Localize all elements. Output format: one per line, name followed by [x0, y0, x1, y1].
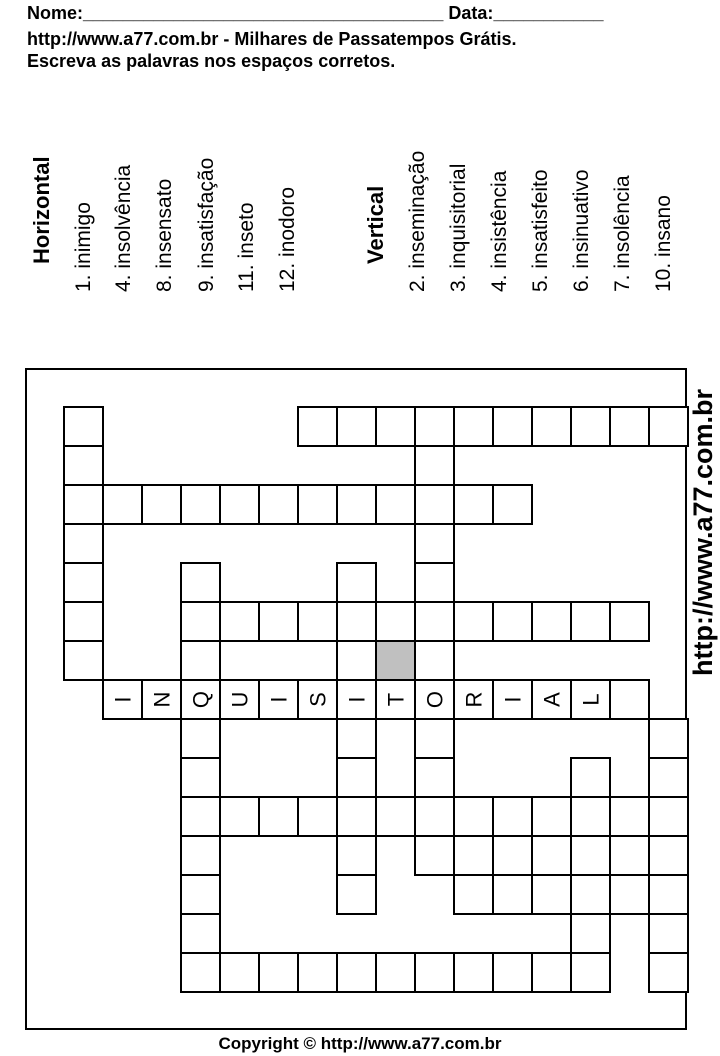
grid-cell[interactable]: [415, 407, 454, 446]
given-letter: R: [461, 691, 487, 708]
given-letter: I: [344, 696, 370, 703]
grid-cell[interactable]: [415, 563, 454, 602]
grid-cell[interactable]: [532, 797, 571, 836]
grid-cell[interactable]: [649, 914, 688, 953]
grid-cell[interactable]: [415, 485, 454, 524]
grid-cell[interactable]: [532, 602, 571, 641]
name-blank[interactable]: ____________________________________: [83, 3, 444, 23]
given-letter: N: [149, 691, 175, 708]
horizontal-clue: 8. insensato: [153, 178, 176, 292]
grid-cell[interactable]: [220, 953, 259, 992]
given-letter: U: [227, 691, 253, 708]
grid-cell[interactable]: [181, 914, 220, 953]
horizontal-clue: 9. insatisfação: [195, 157, 218, 292]
grid-cell[interactable]: [415, 719, 454, 758]
date-label: Data:: [448, 3, 494, 23]
grid-cell[interactable]: [298, 953, 337, 992]
horizontal-clue: 12. inodoro: [276, 186, 299, 292]
grid-cell[interactable]: [454, 797, 493, 836]
grid-cell[interactable]: [610, 797, 649, 836]
given-letter: I: [110, 696, 136, 703]
grid-cell[interactable]: [64, 524, 103, 563]
grid-cell[interactable]: [337, 758, 376, 797]
date-blank[interactable]: ___________: [493, 3, 604, 23]
vertical-clue: 7. insolência: [611, 175, 634, 292]
grid-cell[interactable]: [571, 758, 610, 797]
vertical-heading: Vertical: [363, 185, 388, 264]
grid-cell[interactable]: [298, 797, 337, 836]
grid-cell[interactable]: [181, 953, 220, 992]
grid-cell[interactable]: [649, 719, 688, 758]
grid-cell[interactable]: [610, 602, 649, 641]
given-letter: I: [266, 696, 292, 703]
vertical-clue: 10. insano: [652, 195, 675, 292]
grid-cell[interactable]: [571, 875, 610, 914]
horizontal-heading: Horizontal: [29, 156, 54, 264]
grid-cell[interactable]: [181, 485, 220, 524]
grid-cell[interactable]: [337, 836, 376, 875]
horizontal-clue: 11. inseto: [235, 202, 258, 292]
grid-cell[interactable]: [532, 953, 571, 992]
vertical-clue: 4. insistência: [488, 170, 511, 292]
grid-cell[interactable]: [376, 953, 415, 992]
grid-cell[interactable]: [181, 641, 220, 680]
grid-cell[interactable]: [337, 875, 376, 914]
side-website-text: http://www.a77.com.br: [688, 388, 718, 676]
grid-cell[interactable]: [532, 836, 571, 875]
grid-cell[interactable]: [532, 875, 571, 914]
grid-cell[interactable]: [298, 602, 337, 641]
grid-cell[interactable]: [415, 446, 454, 485]
grid-cell[interactable]: [259, 953, 298, 992]
site-line: http://www.a77.com.br - Milhares de Passatempos Grátis.: [27, 29, 517, 49]
given-letter: O: [422, 690, 448, 709]
grid-cell[interactable]: [649, 953, 688, 992]
grid-cell[interactable]: [181, 836, 220, 875]
grid-cell[interactable]: [493, 836, 532, 875]
grid-cell[interactable]: [454, 953, 493, 992]
grid-cell[interactable]: [376, 407, 415, 446]
grid-cell[interactable]: [571, 797, 610, 836]
grid-cell[interactable]: [571, 953, 610, 992]
grid-cell[interactable]: [298, 485, 337, 524]
grid-cell[interactable]: [64, 446, 103, 485]
grid-cell[interactable]: [337, 953, 376, 992]
grid-cell[interactable]: [610, 680, 649, 719]
grid-cell[interactable]: [64, 407, 103, 446]
name-label: Nome:: [27, 3, 84, 23]
grid-cell[interactable]: [571, 914, 610, 953]
grid-cell[interactable]: [493, 953, 532, 992]
grid-cell[interactable]: [532, 407, 571, 446]
grid-cell[interactable]: [610, 407, 649, 446]
grid-cell[interactable]: [259, 485, 298, 524]
grid-cell[interactable]: [415, 641, 454, 680]
grid-cell[interactable]: [415, 602, 454, 641]
grid-cell[interactable]: [337, 407, 376, 446]
grid-cell[interactable]: [649, 836, 688, 875]
grid-cell[interactable]: [454, 407, 493, 446]
grid-cell[interactable]: [181, 602, 220, 641]
grid-cell[interactable]: [64, 485, 103, 524]
grid-cell[interactable]: [649, 758, 688, 797]
grid-cell[interactable]: [454, 602, 493, 641]
grid-cell[interactable]: [220, 602, 259, 641]
grid-cell[interactable]: [337, 797, 376, 836]
given-letter: Q: [188, 690, 214, 709]
shaded-cell: [376, 641, 415, 680]
horizontal-clue: 4. insolvência: [112, 164, 135, 292]
grid-cell[interactable]: [649, 875, 688, 914]
grid-cell[interactable]: [415, 953, 454, 992]
grid-cell[interactable]: [181, 758, 220, 797]
grid-cell[interactable]: [454, 836, 493, 875]
given-letter: T: [383, 692, 409, 707]
grid-cell[interactable]: [493, 602, 532, 641]
grid-cell[interactable]: [415, 836, 454, 875]
grid-cell[interactable]: [415, 758, 454, 797]
grid-cell[interactable]: [64, 563, 103, 602]
grid-cell[interactable]: [376, 602, 415, 641]
instructions: Escreva as palavras nos espaços corretos.: [27, 51, 396, 71]
grid-cell[interactable]: [493, 797, 532, 836]
grid-cell[interactable]: [103, 485, 142, 524]
grid-cell[interactable]: [64, 602, 103, 641]
vertical-clue: 3. inquisitorial: [447, 163, 470, 292]
grid-cell[interactable]: [337, 719, 376, 758]
grid-cell[interactable]: [649, 797, 688, 836]
grid-cell[interactable]: [181, 719, 220, 758]
grid-cell[interactable]: [181, 563, 220, 602]
grid-cell[interactable]: [259, 797, 298, 836]
grid-cell[interactable]: [220, 797, 259, 836]
grid-cell[interactable]: [220, 485, 259, 524]
grid-cell[interactable]: [610, 875, 649, 914]
grid-cell[interactable]: [376, 797, 415, 836]
vertical-clue: 6. insinuativo: [570, 169, 593, 292]
grid-cell[interactable]: [610, 836, 649, 875]
grid-cell[interactable]: [493, 875, 532, 914]
given-letter: A: [539, 692, 565, 707]
grid-cell[interactable]: [337, 641, 376, 680]
grid-cell[interactable]: [571, 836, 610, 875]
grid-cell[interactable]: [454, 485, 493, 524]
grid-cell[interactable]: [181, 797, 220, 836]
grid-cell[interactable]: [376, 485, 415, 524]
grid-cell[interactable]: [415, 797, 454, 836]
grid-cell[interactable]: [454, 875, 493, 914]
given-letter: S: [305, 692, 331, 707]
grid-cell[interactable]: [649, 407, 688, 446]
grid-cell[interactable]: [493, 485, 532, 524]
grid-cell[interactable]: [337, 485, 376, 524]
grid-cell[interactable]: [337, 602, 376, 641]
copyright: Copyright © http://www.a77.com.br: [218, 1034, 502, 1053]
given-letter: L: [578, 693, 604, 706]
grid-cell[interactable]: [493, 407, 532, 446]
given-letter: I: [500, 696, 526, 703]
grid-cell[interactable]: [259, 602, 298, 641]
horizontal-clue: 1. inimigo: [72, 202, 95, 292]
vertical-clue: 2. inseminação: [406, 150, 429, 292]
grid-cell[interactable]: [415, 524, 454, 563]
grid-cell[interactable]: [181, 875, 220, 914]
grid-cell[interactable]: [298, 407, 337, 446]
grid-cell[interactable]: [337, 563, 376, 602]
grid-cell[interactable]: [142, 485, 181, 524]
grid-cell[interactable]: [571, 407, 610, 446]
grid-cell[interactable]: [64, 641, 103, 680]
grid-cell[interactable]: [571, 602, 610, 641]
vertical-clue: 5. insatisfeito: [529, 169, 552, 292]
